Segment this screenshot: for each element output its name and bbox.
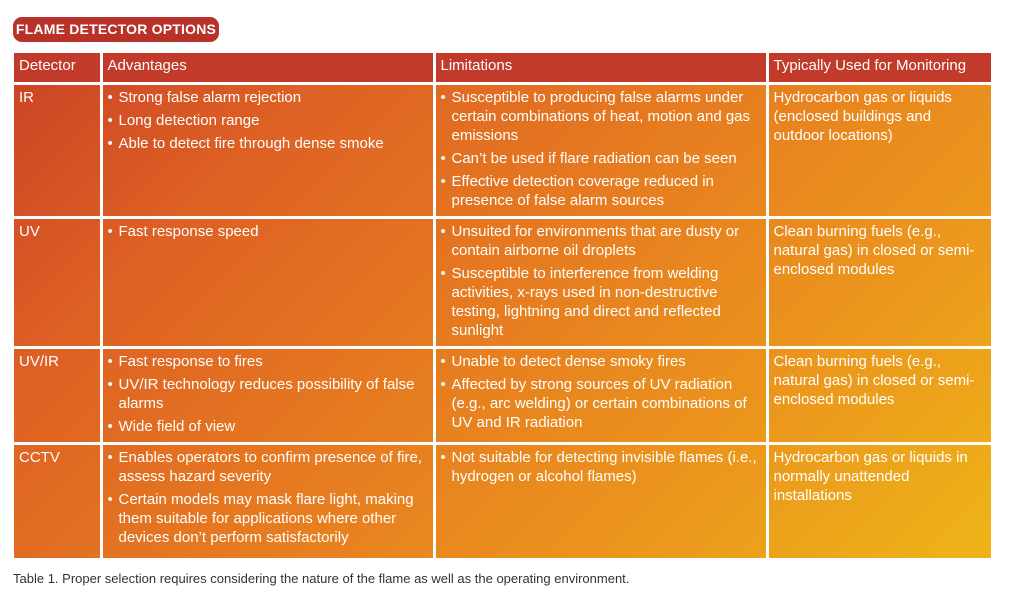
advantage-item: • Strong false alarm rejection: [108, 88, 427, 107]
advantage-item: • Wide field of view: [108, 417, 427, 436]
advantages-cell: [101, 84, 434, 218]
table-row-uv-ir: [14, 348, 991, 444]
advantages-cell: [101, 218, 434, 348]
limitation-item: • Not suitable for detecting invisible flames (i.e., hydrogen or alcohol flames): [441, 448, 760, 486]
table-row-ir: [14, 84, 991, 218]
advantage-item: • Enables operators to confirm presence of fire, assess hazard severity: [108, 448, 427, 486]
limitation-item: • Unable to detect dense smoky fires: [441, 352, 760, 371]
typical-use-cell: Hydrocarbon gas or liquids in normally unattended installations: [767, 444, 991, 563]
flame-detector-table: [14, 53, 991, 563]
table-row-uv: [14, 218, 991, 348]
limitation-item: • Susceptible to producing false alarms under certain combinations of heat, motion and gas emissions: [441, 88, 760, 145]
column-header-advantages: Advantages: [101, 53, 434, 84]
detector-cell: UV: [14, 218, 101, 348]
advantage-item: • Certain models may mask flare light, making them suitable for applications where other devices don’t perform satisfactorily: [108, 490, 427, 547]
table-caption: Table 1. Proper selection requires considering the nature of the flame as well as the operating environment.: [13, 571, 630, 586]
table-title-badge: FLAME DETECTOR OPTIONS: [13, 17, 219, 42]
flame-detector-table-container: [14, 53, 991, 558]
limitations-cell: [434, 348, 767, 444]
advantages-cell: [101, 348, 434, 444]
typical-use-cell: Clean burning fuels (e.g., natural gas) in closed or semi-enclosed modules: [767, 218, 991, 348]
advantages-list: [108, 352, 427, 436]
limitations-list: [441, 222, 760, 340]
limitation-item: • Susceptible to interference from welding activities, x-rays used in non-destructive testing, lightning and direct and reflected sunlight: [441, 264, 760, 340]
detector-cell: UV/IR: [14, 348, 101, 444]
column-header-typical-use: Typically Used for Monitoring: [767, 53, 991, 84]
limitations-cell: [434, 84, 767, 218]
limitations-list: [441, 448, 760, 486]
advantages-cell: [101, 444, 434, 563]
advantage-item: • Able to detect fire through dense smoke: [108, 134, 427, 153]
typical-use-cell: Clean burning fuels (e.g., natural gas) in closed or semi-enclosed modules: [767, 348, 991, 444]
limitations-list: [441, 352, 760, 432]
typical-use-cell: Hydrocarbon gas or liquids (enclosed buildings and outdoor locations): [767, 84, 991, 218]
limitation-item: • Affected by strong sources of UV radiation (e.g., arc welding) or certain combinations of UV and IR radiation: [441, 375, 760, 432]
limitations-list: [441, 88, 760, 210]
table-row-cctv: [14, 444, 991, 563]
advantages-list: [108, 222, 427, 241]
advantages-list: [108, 88, 427, 153]
advantage-item: • Fast response speed: [108, 222, 427, 241]
table-header-row: [14, 53, 991, 84]
advantage-item: • Long detection range: [108, 111, 427, 130]
limitations-cell: [434, 444, 767, 563]
column-header-detector: Detector: [14, 53, 101, 84]
limitations-cell: [434, 218, 767, 348]
advantages-list: [108, 448, 427, 547]
column-header-limitations: Limitations: [434, 53, 767, 84]
limitation-item: • Can’t be used if flare radiation can be seen: [441, 149, 760, 168]
limitation-item: • Unsuited for environments that are dusty or contain airborne oil droplets: [441, 222, 760, 260]
detector-cell: CCTV: [14, 444, 101, 563]
detector-cell: IR: [14, 84, 101, 218]
limitation-item: • Effective detection coverage reduced in presence of false alarm sources: [441, 172, 760, 210]
advantage-item: • Fast response to fires: [108, 352, 427, 371]
advantage-item: • UV/IR technology reduces possibility of false alarms: [108, 375, 427, 413]
